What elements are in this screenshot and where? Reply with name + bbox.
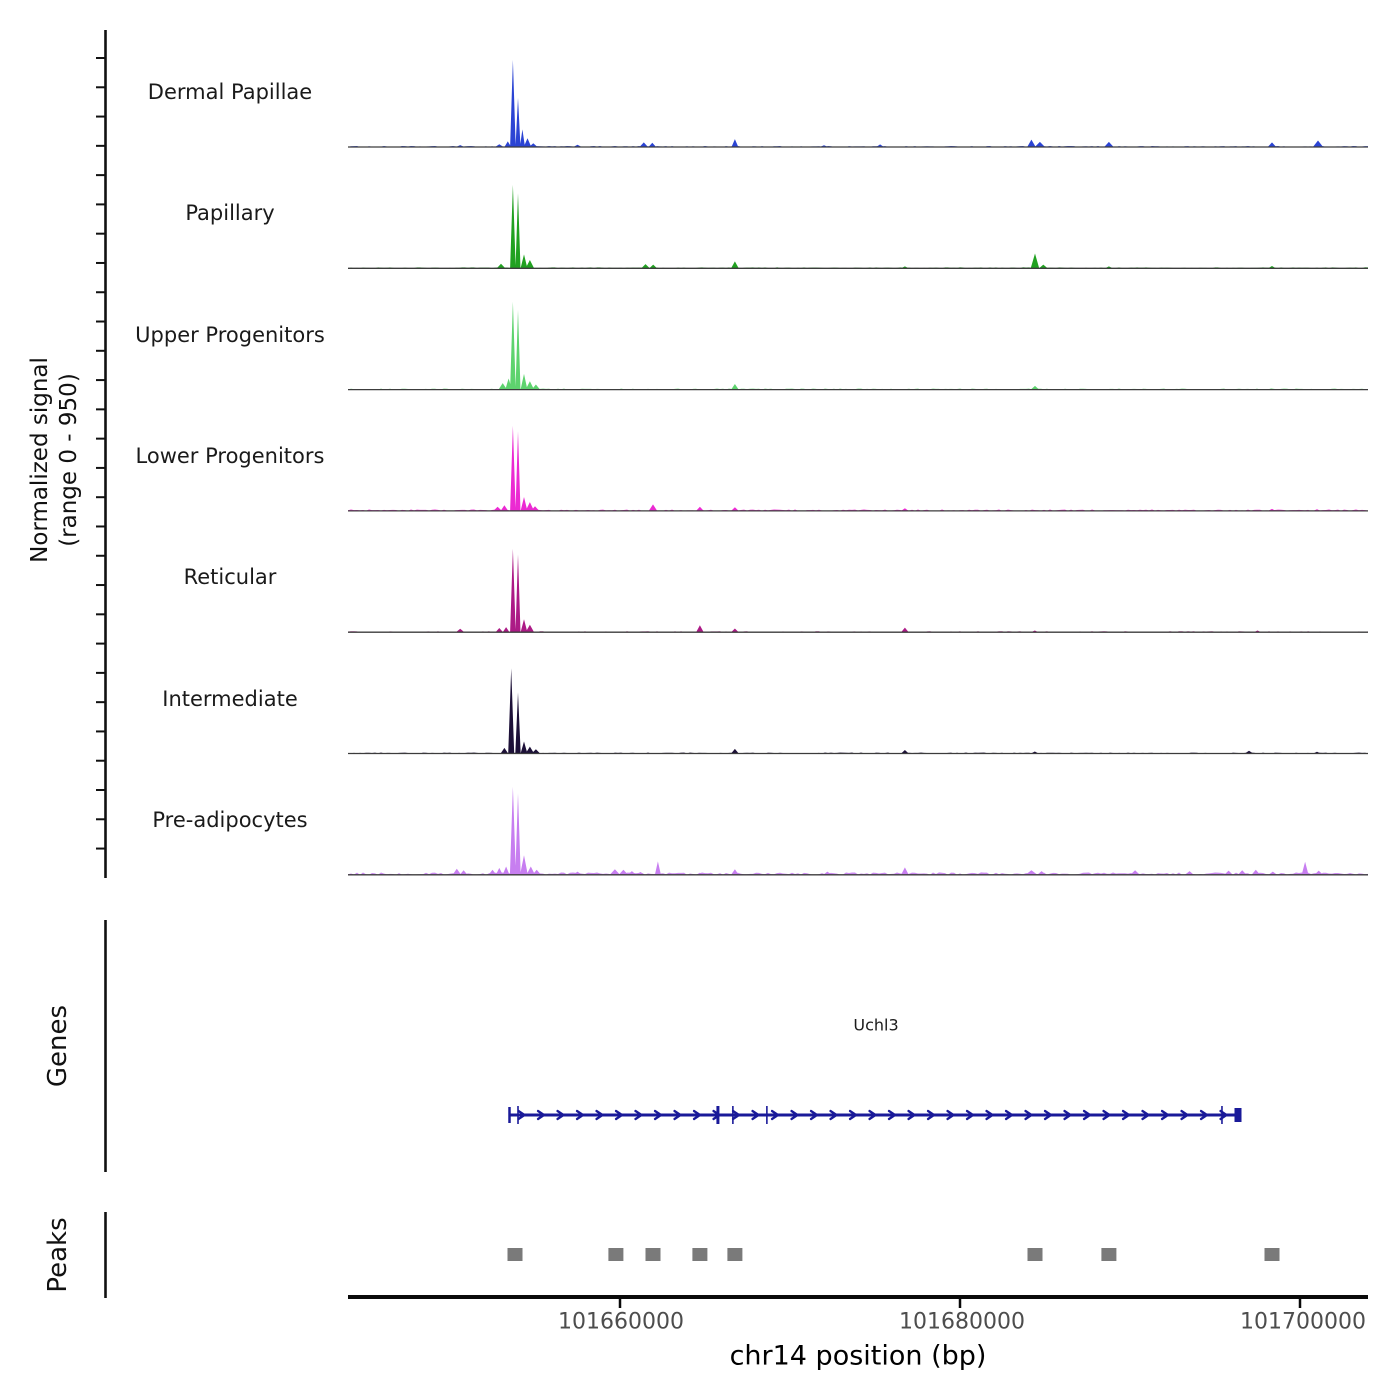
track-upper-progenitors-signal	[499, 302, 1275, 390]
track-intermediate-signal	[501, 668, 1321, 753]
track-label-reticular: Reticular	[183, 565, 277, 589]
x-tick-101680000: 101680000	[899, 1309, 1025, 1335]
peaks-section-label: Peaks	[43, 1217, 73, 1293]
peak-call-box	[508, 1248, 523, 1261]
x-tick-101700000: 101700000	[1240, 1309, 1366, 1335]
track-label-intermediate: Intermediate	[162, 687, 298, 711]
peak-call-box	[1265, 1248, 1280, 1261]
x-axis-title: chr14 position (bp)	[729, 1340, 987, 1372]
track-pre-adipocytes-signal	[453, 787, 1323, 875]
peak-call-box	[692, 1248, 707, 1261]
track-label-dermal-papillae: Dermal Papillae	[147, 80, 313, 104]
track-papillary-signal	[497, 185, 1276, 268]
peak-call-box	[1101, 1248, 1116, 1261]
genes-section-label: Genes	[43, 1004, 73, 1088]
gene-end-exon-block	[1235, 1108, 1242, 1122]
peak-call-box	[727, 1248, 742, 1261]
track-label-papillary: Papillary	[185, 201, 275, 225]
peak-call-box	[646, 1248, 661, 1261]
y-axis-label	[26, 357, 84, 563]
track-lower-progenitors-signal	[493, 426, 1320, 511]
gene-name-uchl3: Uchl3	[853, 1015, 899, 1035]
y-axis-label-line2: (range 0 - 950)	[56, 373, 82, 547]
track-label-upper-progenitors: Upper Progenitors	[135, 323, 325, 347]
track-reticular-signal	[456, 549, 1261, 632]
peak-call-box	[1028, 1248, 1043, 1261]
track-label-pre-adipocytes: Pre-adipocytes	[152, 808, 308, 832]
track-dermal-papillae-signal	[456, 60, 1323, 147]
y-axis-label-line1: Normalized signal	[27, 357, 53, 563]
x-tick-101660000: 101660000	[558, 1309, 684, 1335]
peak-call-box	[608, 1248, 623, 1261]
track-label-lower-progenitors: Lower Progenitors	[135, 444, 325, 468]
